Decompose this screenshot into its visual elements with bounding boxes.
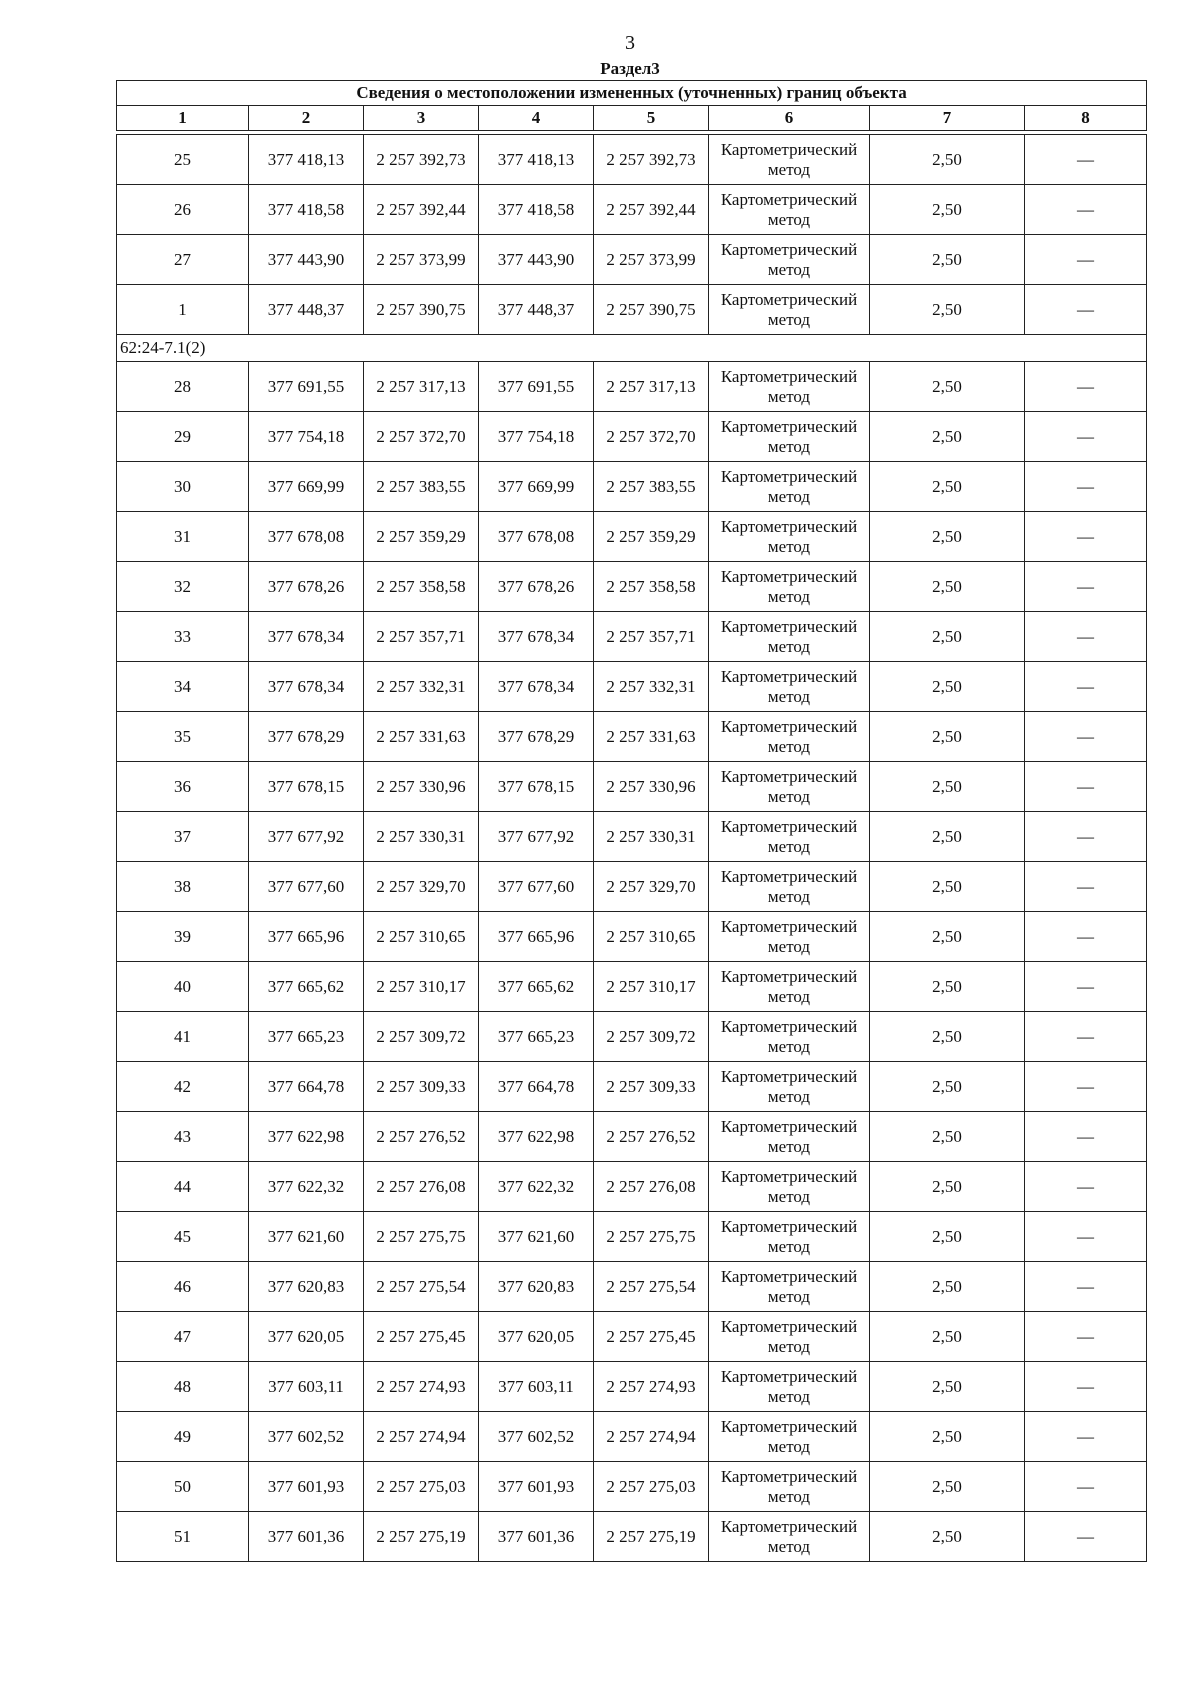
accuracy-value: 2,50 xyxy=(870,362,1025,412)
accuracy-value: 2,50 xyxy=(870,662,1025,712)
note-dash: — xyxy=(1025,1062,1147,1112)
y-coordinate-existing: 2 257 275,54 xyxy=(364,1262,479,1312)
x-coordinate-refined: 377 622,98 xyxy=(479,1112,594,1162)
y-coordinate-existing: 2 257 392,73 xyxy=(364,135,479,185)
x-coordinate-refined: 377 602,52 xyxy=(479,1412,594,1462)
x-coordinate-refined: 377 601,36 xyxy=(479,1512,594,1562)
point-number: 31 xyxy=(117,512,249,562)
x-coordinate-existing: 377 669,99 xyxy=(249,462,364,512)
column-number: 8 xyxy=(1025,106,1147,131)
table-row xyxy=(117,612,1147,662)
y-coordinate-existing: 2 257 276,08 xyxy=(364,1162,479,1212)
accuracy-value: 2,50 xyxy=(870,1112,1025,1162)
x-coordinate-existing: 377 678,15 xyxy=(249,762,364,812)
point-number: 33 xyxy=(117,612,249,662)
table-body xyxy=(117,135,1147,1562)
x-coordinate-existing: 377 691,55 xyxy=(249,362,364,412)
accuracy-value: 2,50 xyxy=(870,1362,1025,1412)
note-dash: — xyxy=(1025,412,1147,462)
determination-method: Картометрический метод xyxy=(709,962,870,1012)
accuracy-value: 2,50 xyxy=(870,135,1025,185)
x-coordinate-refined: 377 621,60 xyxy=(479,1212,594,1262)
table-row xyxy=(117,1112,1147,1162)
accuracy-value: 2,50 xyxy=(870,712,1025,762)
determination-method: Картометрический метод xyxy=(709,1162,870,1212)
table-title: Сведения о местоположении измененных (уточненных) границ объекта xyxy=(117,81,1147,106)
point-number: 44 xyxy=(117,1162,249,1212)
point-number: 49 xyxy=(117,1412,249,1462)
determination-method: Картометрический метод xyxy=(709,712,870,762)
x-coordinate-existing: 377 677,92 xyxy=(249,812,364,862)
table-row xyxy=(117,862,1147,912)
note-dash: — xyxy=(1025,135,1147,185)
table-row xyxy=(117,1362,1147,1412)
y-coordinate-existing: 2 257 331,63 xyxy=(364,712,479,762)
x-coordinate-refined: 377 603,11 xyxy=(479,1362,594,1412)
y-coordinate-refined: 2 257 331,63 xyxy=(594,712,709,762)
table-row xyxy=(117,235,1147,285)
accuracy-value: 2,50 xyxy=(870,862,1025,912)
point-number: 51 xyxy=(117,1512,249,1562)
x-coordinate-refined: 377 678,29 xyxy=(479,712,594,762)
note-dash: — xyxy=(1025,185,1147,235)
accuracy-value: 2,50 xyxy=(870,1462,1025,1512)
accuracy-value: 2,50 xyxy=(870,185,1025,235)
column-number: 1 xyxy=(117,106,249,131)
note-dash: — xyxy=(1025,762,1147,812)
y-coordinate-refined: 2 257 332,31 xyxy=(594,662,709,712)
y-coordinate-refined: 2 257 310,17 xyxy=(594,962,709,1012)
point-number: 28 xyxy=(117,362,249,412)
x-coordinate-existing: 377 448,37 xyxy=(249,285,364,335)
accuracy-value: 2,50 xyxy=(870,1062,1025,1112)
x-coordinate-refined: 377 678,34 xyxy=(479,662,594,712)
y-coordinate-refined: 2 257 275,45 xyxy=(594,1312,709,1362)
column-number: 4 xyxy=(479,106,594,131)
column-number: 5 xyxy=(594,106,709,131)
table-row xyxy=(117,1412,1147,1462)
determination-method: Картометрический метод xyxy=(709,812,870,862)
table-row xyxy=(117,185,1147,235)
y-coordinate-refined: 2 257 275,19 xyxy=(594,1512,709,1562)
determination-method: Картометрический метод xyxy=(709,762,870,812)
table-row xyxy=(117,462,1147,512)
y-coordinate-existing: 2 257 275,19 xyxy=(364,1512,479,1562)
point-number: 46 xyxy=(117,1262,249,1312)
x-coordinate-existing: 377 603,11 xyxy=(249,1362,364,1412)
note-dash: — xyxy=(1025,1012,1147,1062)
column-number: 6 xyxy=(709,106,870,131)
y-coordinate-refined: 2 257 309,33 xyxy=(594,1062,709,1112)
y-coordinate-refined: 2 257 330,31 xyxy=(594,812,709,862)
point-number: 26 xyxy=(117,185,249,235)
x-coordinate-refined: 377 601,93 xyxy=(479,1462,594,1512)
point-number: 43 xyxy=(117,1112,249,1162)
point-number: 1 xyxy=(117,285,249,335)
accuracy-value: 2,50 xyxy=(870,462,1025,512)
determination-method: Картометрический метод xyxy=(709,862,870,912)
table-row xyxy=(117,662,1147,712)
note-dash: — xyxy=(1025,562,1147,612)
y-coordinate-existing: 2 257 357,71 xyxy=(364,612,479,662)
accuracy-value: 2,50 xyxy=(870,512,1025,562)
table-row xyxy=(117,1212,1147,1262)
x-coordinate-refined: 377 665,62 xyxy=(479,962,594,1012)
determination-method: Картометрический метод xyxy=(709,1112,870,1162)
x-coordinate-refined: 377 677,92 xyxy=(479,812,594,862)
x-coordinate-existing: 377 622,98 xyxy=(249,1112,364,1162)
determination-method: Картометрический метод xyxy=(709,1012,870,1062)
y-coordinate-refined: 2 257 357,71 xyxy=(594,612,709,662)
note-dash: — xyxy=(1025,1112,1147,1162)
table-row xyxy=(117,1512,1147,1562)
y-coordinate-refined: 2 257 275,03 xyxy=(594,1462,709,1512)
point-number: 32 xyxy=(117,562,249,612)
point-number: 50 xyxy=(117,1462,249,1512)
y-coordinate-existing: 2 257 390,75 xyxy=(364,285,479,335)
determination-method: Картометрический метод xyxy=(709,462,870,512)
y-coordinate-existing: 2 257 274,94 xyxy=(364,1412,479,1462)
determination-method: Картометрический метод xyxy=(709,1362,870,1412)
y-coordinate-existing: 2 257 274,93 xyxy=(364,1362,479,1412)
note-dash: — xyxy=(1025,712,1147,762)
y-coordinate-refined: 2 257 309,72 xyxy=(594,1012,709,1062)
x-coordinate-existing: 377 664,78 xyxy=(249,1062,364,1112)
x-coordinate-refined: 377 664,78 xyxy=(479,1062,594,1112)
x-coordinate-existing: 377 678,08 xyxy=(249,512,364,562)
x-coordinate-refined: 377 620,05 xyxy=(479,1312,594,1362)
x-coordinate-existing: 377 443,90 xyxy=(249,235,364,285)
column-number: 3 xyxy=(364,106,479,131)
note-dash: — xyxy=(1025,962,1147,1012)
table-row xyxy=(117,962,1147,1012)
x-coordinate-existing: 377 601,93 xyxy=(249,1462,364,1512)
accuracy-value: 2,50 xyxy=(870,235,1025,285)
note-dash: — xyxy=(1025,612,1147,662)
x-coordinate-refined: 377 418,58 xyxy=(479,185,594,235)
table-row xyxy=(117,1012,1147,1062)
x-coordinate-refined: 377 622,32 xyxy=(479,1162,594,1212)
determination-method: Картометрический метод xyxy=(709,1512,870,1562)
note-dash: — xyxy=(1025,812,1147,862)
point-number: 25 xyxy=(117,135,249,185)
y-coordinate-existing: 2 257 330,96 xyxy=(364,762,479,812)
y-coordinate-refined: 2 257 276,52 xyxy=(594,1112,709,1162)
y-coordinate-refined: 2 257 372,70 xyxy=(594,412,709,462)
group-label: 62:24-7.1(2) xyxy=(117,335,1147,362)
note-dash: — xyxy=(1025,235,1147,285)
y-coordinate-existing: 2 257 275,03 xyxy=(364,1462,479,1512)
x-coordinate-existing: 377 754,18 xyxy=(249,412,364,462)
determination-method: Картометрический метод xyxy=(709,185,870,235)
note-dash: — xyxy=(1025,1412,1147,1462)
column-number: 7 xyxy=(870,106,1025,131)
y-coordinate-existing: 2 257 329,70 xyxy=(364,862,479,912)
y-coordinate-existing: 2 257 383,55 xyxy=(364,462,479,512)
y-coordinate-existing: 2 257 358,58 xyxy=(364,562,479,612)
x-coordinate-refined: 377 677,60 xyxy=(479,862,594,912)
x-coordinate-existing: 377 418,58 xyxy=(249,185,364,235)
x-coordinate-existing: 377 602,52 xyxy=(249,1412,364,1462)
x-coordinate-existing: 377 620,05 xyxy=(249,1312,364,1362)
point-number: 35 xyxy=(117,712,249,762)
determination-method: Картометрический метод xyxy=(709,1462,870,1512)
table-row xyxy=(117,1062,1147,1112)
x-coordinate-existing: 377 622,32 xyxy=(249,1162,364,1212)
point-number: 47 xyxy=(117,1312,249,1362)
x-coordinate-refined: 377 754,18 xyxy=(479,412,594,462)
y-coordinate-refined: 2 257 390,75 xyxy=(594,285,709,335)
accuracy-value: 2,50 xyxy=(870,762,1025,812)
point-number: 38 xyxy=(117,862,249,912)
determination-method: Картометрический метод xyxy=(709,562,870,612)
point-number: 27 xyxy=(117,235,249,285)
note-dash: — xyxy=(1025,1262,1147,1312)
table-row xyxy=(117,812,1147,862)
determination-method: Картометрический метод xyxy=(709,912,870,962)
accuracy-value: 2,50 xyxy=(870,412,1025,462)
y-coordinate-existing: 2 257 359,29 xyxy=(364,512,479,562)
x-coordinate-existing: 377 665,23 xyxy=(249,1012,364,1062)
y-coordinate-refined: 2 257 392,73 xyxy=(594,135,709,185)
page-number: 3 xyxy=(625,32,635,54)
point-number: 29 xyxy=(117,412,249,462)
point-number: 37 xyxy=(117,812,249,862)
x-coordinate-existing: 377 677,60 xyxy=(249,862,364,912)
y-coordinate-existing: 2 257 276,52 xyxy=(364,1112,479,1162)
accuracy-value: 2,50 xyxy=(870,1212,1025,1262)
note-dash: — xyxy=(1025,512,1147,562)
determination-method: Картометрический метод xyxy=(709,135,870,185)
x-coordinate-existing: 377 418,13 xyxy=(249,135,364,185)
y-coordinate-refined: 2 257 275,54 xyxy=(594,1262,709,1312)
point-number: 42 xyxy=(117,1062,249,1112)
point-number: 36 xyxy=(117,762,249,812)
y-coordinate-existing: 2 257 392,44 xyxy=(364,185,479,235)
accuracy-value: 2,50 xyxy=(870,1262,1025,1312)
table-row xyxy=(117,562,1147,612)
note-dash: — xyxy=(1025,285,1147,335)
x-coordinate-refined: 377 691,55 xyxy=(479,362,594,412)
point-number: 34 xyxy=(117,662,249,712)
point-number: 30 xyxy=(117,462,249,512)
y-coordinate-refined: 2 257 317,13 xyxy=(594,362,709,412)
y-coordinate-refined: 2 257 274,93 xyxy=(594,1362,709,1412)
determination-method: Картометрический метод xyxy=(709,285,870,335)
accuracy-value: 2,50 xyxy=(870,562,1025,612)
x-coordinate-refined: 377 669,99 xyxy=(479,462,594,512)
note-dash: — xyxy=(1025,362,1147,412)
determination-method: Картометрический метод xyxy=(709,1262,870,1312)
x-coordinate-existing: 377 678,26 xyxy=(249,562,364,612)
determination-method: Картометрический метод xyxy=(709,1062,870,1112)
note-dash: — xyxy=(1025,1162,1147,1212)
point-number: 39 xyxy=(117,912,249,962)
accuracy-value: 2,50 xyxy=(870,1162,1025,1212)
y-coordinate-refined: 2 257 274,94 xyxy=(594,1412,709,1462)
x-coordinate-refined: 377 665,23 xyxy=(479,1012,594,1062)
accuracy-value: 2,50 xyxy=(870,962,1025,1012)
x-coordinate-existing: 377 678,34 xyxy=(249,612,364,662)
determination-method: Картометрический метод xyxy=(709,662,870,712)
y-coordinate-refined: 2 257 392,44 xyxy=(594,185,709,235)
note-dash: — xyxy=(1025,1212,1147,1262)
point-number: 40 xyxy=(117,962,249,1012)
determination-method: Картометрический метод xyxy=(709,1312,870,1362)
x-coordinate-refined: 377 418,13 xyxy=(479,135,594,185)
y-coordinate-existing: 2 257 330,31 xyxy=(364,812,479,862)
note-dash: — xyxy=(1025,1312,1147,1362)
table-row xyxy=(117,912,1147,962)
determination-method: Картометрический метод xyxy=(709,612,870,662)
x-coordinate-existing: 377 678,34 xyxy=(249,662,364,712)
x-coordinate-existing: 377 665,62 xyxy=(249,962,364,1012)
y-coordinate-refined: 2 257 330,96 xyxy=(594,762,709,812)
y-coordinate-existing: 2 257 372,70 xyxy=(364,412,479,462)
note-dash: — xyxy=(1025,862,1147,912)
accuracy-value: 2,50 xyxy=(870,812,1025,862)
y-coordinate-refined: 2 257 359,29 xyxy=(594,512,709,562)
y-coordinate-refined: 2 257 373,99 xyxy=(594,235,709,285)
determination-method: Картометрический метод xyxy=(709,235,870,285)
accuracy-value: 2,50 xyxy=(870,1412,1025,1462)
x-coordinate-existing: 377 601,36 xyxy=(249,1512,364,1562)
column-number-row xyxy=(117,106,1147,131)
group-header-row xyxy=(117,335,1147,362)
table-row xyxy=(117,1262,1147,1312)
y-coordinate-existing: 2 257 310,65 xyxy=(364,912,479,962)
point-number: 45 xyxy=(117,1212,249,1262)
determination-method: Картометрический метод xyxy=(709,362,870,412)
point-number: 48 xyxy=(117,1362,249,1412)
accuracy-value: 2,50 xyxy=(870,1512,1025,1562)
table-row xyxy=(117,362,1147,412)
point-number: 41 xyxy=(117,1012,249,1062)
note-dash: — xyxy=(1025,1512,1147,1562)
note-dash: — xyxy=(1025,1462,1147,1512)
y-coordinate-existing: 2 257 317,13 xyxy=(364,362,479,412)
note-dash: — xyxy=(1025,662,1147,712)
y-coordinate-refined: 2 257 358,58 xyxy=(594,562,709,612)
y-coordinate-existing: 2 257 275,75 xyxy=(364,1212,479,1262)
x-coordinate-existing: 377 665,96 xyxy=(249,912,364,962)
y-coordinate-refined: 2 257 275,75 xyxy=(594,1212,709,1262)
x-coordinate-existing: 377 620,83 xyxy=(249,1262,364,1312)
table-row xyxy=(117,1462,1147,1512)
note-dash: — xyxy=(1025,462,1147,512)
determination-method: Картометрический метод xyxy=(709,1212,870,1262)
determination-method: Картометрический метод xyxy=(709,412,870,462)
y-coordinate-refined: 2 257 276,08 xyxy=(594,1162,709,1212)
x-coordinate-refined: 377 443,90 xyxy=(479,235,594,285)
x-coordinate-refined: 377 678,08 xyxy=(479,512,594,562)
accuracy-value: 2,50 xyxy=(870,1312,1025,1362)
table-row xyxy=(117,1162,1147,1212)
x-coordinate-refined: 377 678,34 xyxy=(479,612,594,662)
note-dash: — xyxy=(1025,1362,1147,1412)
x-coordinate-refined: 377 448,37 xyxy=(479,285,594,335)
determination-method: Картометрический метод xyxy=(709,512,870,562)
coordinates-table xyxy=(116,80,1147,1562)
x-coordinate-refined: 377 678,15 xyxy=(479,762,594,812)
accuracy-value: 2,50 xyxy=(870,912,1025,962)
table-row xyxy=(117,762,1147,812)
section-title: Раздел3 xyxy=(600,59,660,78)
accuracy-value: 2,50 xyxy=(870,285,1025,335)
table-row xyxy=(117,1312,1147,1362)
y-coordinate-existing: 2 257 310,17 xyxy=(364,962,479,1012)
table-row xyxy=(117,285,1147,335)
x-coordinate-existing: 377 621,60 xyxy=(249,1212,364,1262)
table-row xyxy=(117,512,1147,562)
x-coordinate-refined: 377 620,83 xyxy=(479,1262,594,1312)
y-coordinate-existing: 2 257 309,72 xyxy=(364,1012,479,1062)
accuracy-value: 2,50 xyxy=(870,612,1025,662)
determination-method: Картометрический метод xyxy=(709,1412,870,1462)
table-row xyxy=(117,135,1147,185)
table-row xyxy=(117,712,1147,762)
y-coordinate-refined: 2 257 383,55 xyxy=(594,462,709,512)
accuracy-value: 2,50 xyxy=(870,1012,1025,1062)
column-number: 2 xyxy=(249,106,364,131)
x-coordinate-refined: 377 665,96 xyxy=(479,912,594,962)
y-coordinate-refined: 2 257 310,65 xyxy=(594,912,709,962)
x-coordinate-existing: 377 678,29 xyxy=(249,712,364,762)
y-coordinate-existing: 2 257 275,45 xyxy=(364,1312,479,1362)
y-coordinate-existing: 2 257 309,33 xyxy=(364,1062,479,1112)
table-row xyxy=(117,412,1147,462)
y-coordinate-existing: 2 257 373,99 xyxy=(364,235,479,285)
note-dash: — xyxy=(1025,912,1147,962)
y-coordinate-existing: 2 257 332,31 xyxy=(364,662,479,712)
y-coordinate-refined: 2 257 329,70 xyxy=(594,862,709,912)
x-coordinate-refined: 377 678,26 xyxy=(479,562,594,612)
